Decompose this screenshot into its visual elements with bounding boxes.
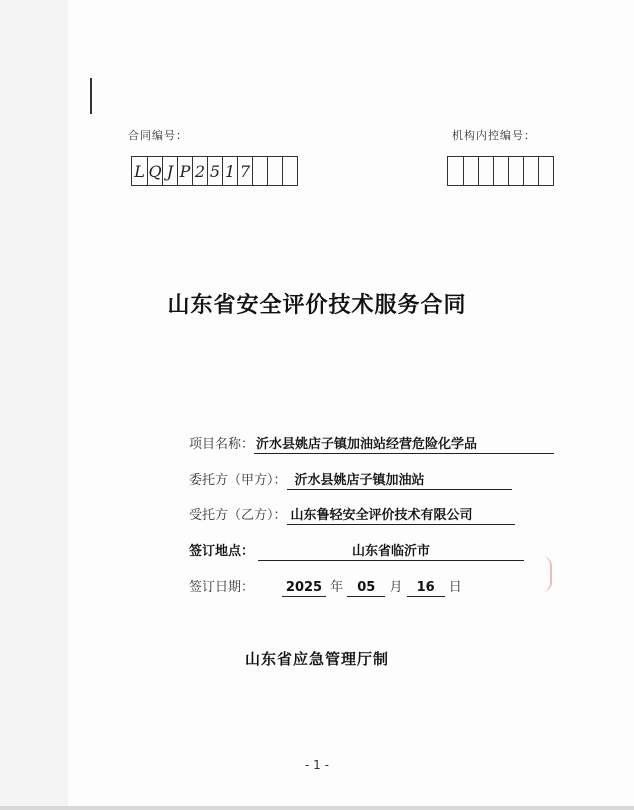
date-year: 2025 <box>282 580 326 597</box>
date-month-unit: 月 <box>389 580 403 595</box>
date-day: 16 <box>407 580 445 597</box>
place-label: 签订地点： <box>189 544 255 559</box>
contract-no-box <box>252 157 267 185</box>
document-title: 山东省安全评价技术服务合同 <box>167 293 467 318</box>
contract-no-box <box>282 157 297 185</box>
contract-no-box: 1 <box>222 157 237 185</box>
contract-no-label: 合同编号： <box>128 129 188 142</box>
contract-no-box: J <box>162 157 177 185</box>
project-label: 项目名称： <box>189 437 255 452</box>
contractor-label: 受托方（乙方）： <box>189 508 287 523</box>
internal-no-box <box>448 157 463 185</box>
contract-no-box: 2 <box>192 157 207 185</box>
contract-no-box: P <box>177 157 192 185</box>
place-value: 山东省临沂市 <box>258 540 524 561</box>
page-edge <box>0 806 634 810</box>
client-row <box>189 469 512 490</box>
internal-no-box <box>478 157 493 185</box>
internal-no-boxes <box>447 156 554 186</box>
handwritten-mark <box>90 78 92 114</box>
date-day-unit: 日 <box>448 580 462 595</box>
contract-no-box: 5 <box>207 157 222 185</box>
contract-no-box <box>267 157 282 185</box>
date-year-unit: 年 <box>330 580 344 595</box>
stamp-edge-mark <box>542 556 552 592</box>
contractor-row <box>189 504 515 525</box>
page-number: - 1 - <box>305 758 329 772</box>
project-value: 沂水县姚店子镇加油站经营危险化学品 <box>254 433 554 454</box>
internal-no-label: 机构内控编号： <box>452 129 536 142</box>
contract-no-box: Q <box>147 157 162 185</box>
date-row <box>189 576 462 597</box>
internal-no-box <box>463 157 478 185</box>
issuer: 山东省应急管理厅制 <box>244 650 389 668</box>
project-row <box>189 433 554 454</box>
client-value: 沂水县姚店子镇加油站 <box>287 469 512 490</box>
internal-no-box <box>523 157 538 185</box>
contract-no-box: 7 <box>237 157 252 185</box>
internal-no-box <box>508 157 523 185</box>
internal-no-box <box>493 157 508 185</box>
contract-no-boxes <box>131 156 298 186</box>
date-month: 05 <box>347 580 385 597</box>
contract-no-box: L <box>134 161 145 181</box>
date-label: 签订日期： <box>189 580 255 595</box>
client-label: 委托方（甲方）： <box>189 473 287 488</box>
document-page <box>68 0 634 806</box>
place-row <box>189 540 524 561</box>
contractor-value: 山东鲁轻安全评价技术有限公司 <box>287 504 515 525</box>
internal-no-box <box>538 157 553 185</box>
